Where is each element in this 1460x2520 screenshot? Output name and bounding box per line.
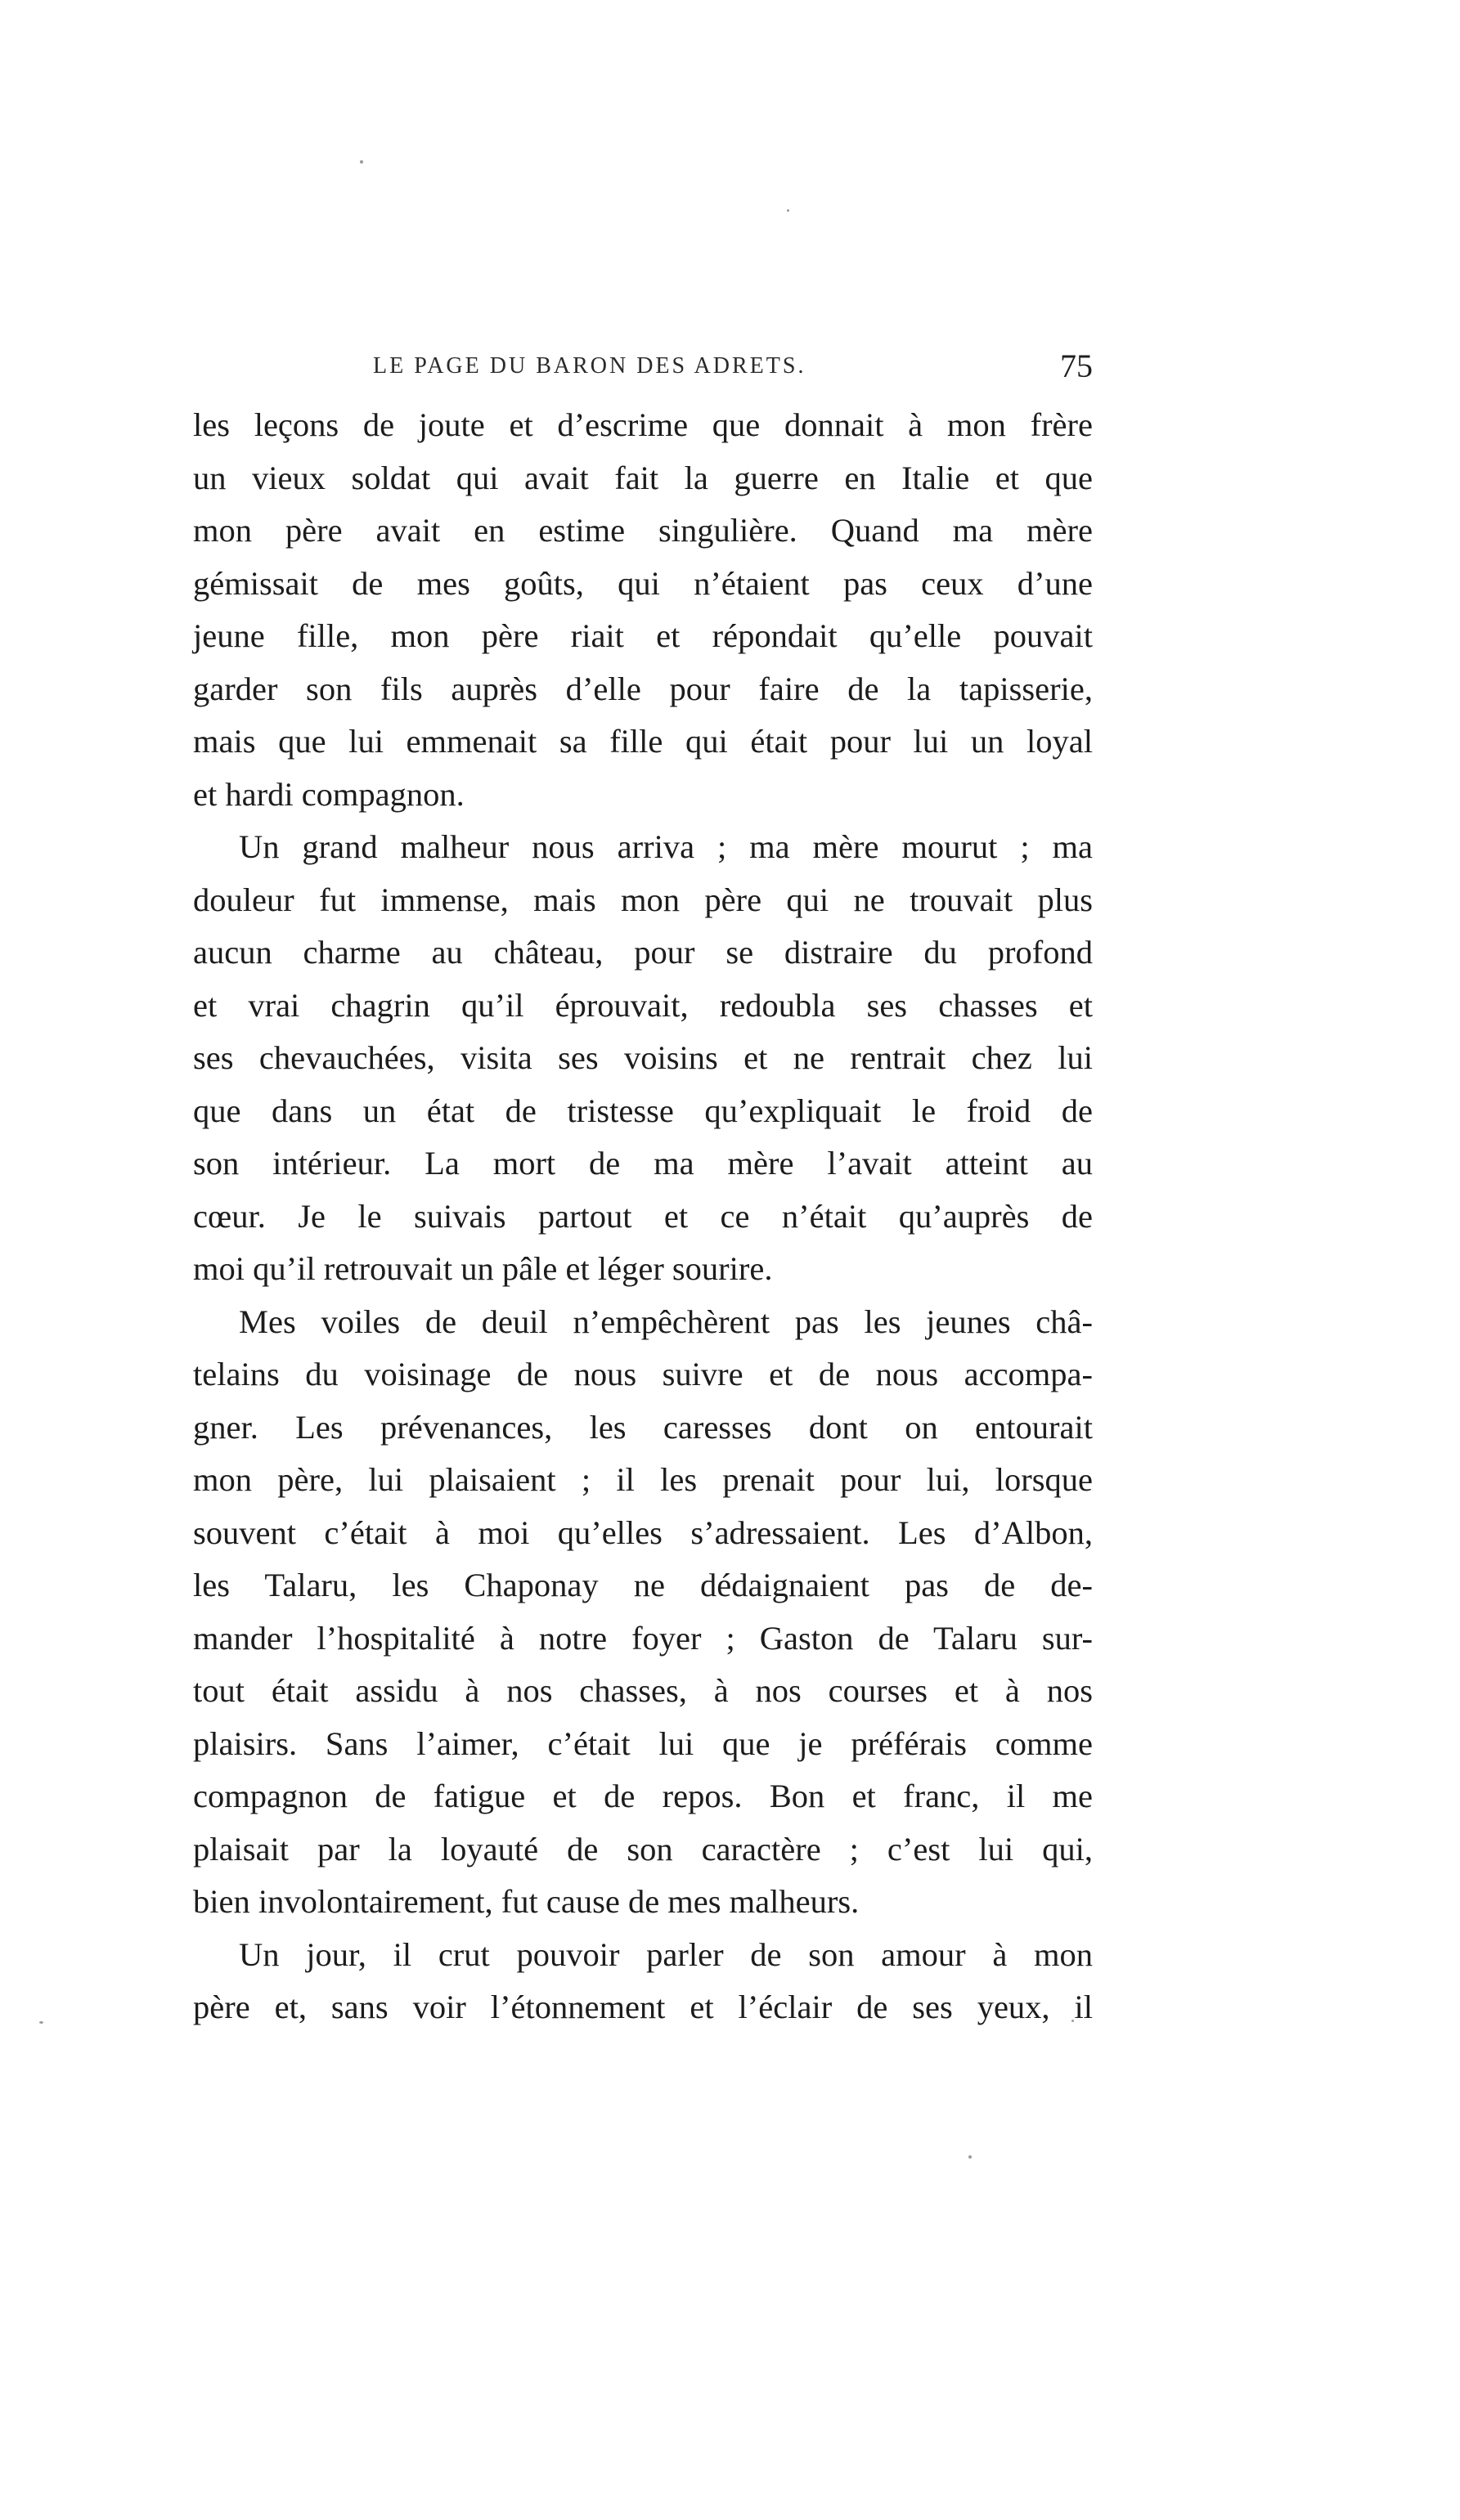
text-line: gner. Les prévenances, les caresses dont on entourait xyxy=(193,1408,1093,1446)
text-line: mander l’hospitalité à notre foyer ; Gaston de Talaru sur- xyxy=(193,1619,1093,1657)
text-line: Un jour, il crut pouvoir parler de son amour à mon xyxy=(239,1935,1093,1973)
text-line: mon père, lui plaisaient ; il les prenait pour lui, lorsque xyxy=(193,1461,1093,1498)
text-line: compagnon de fatigue et de repos. Bon et franc, il me xyxy=(193,1778,1093,1814)
text-line: un vieux soldat qui avait fait la guerre en Italie et que xyxy=(193,459,1093,496)
text-line: douleur fut immense, mais mon père qui ne trouvait plus xyxy=(193,881,1093,918)
text-line: garder son fils auprès d’elle pour faire de la tapisserie, xyxy=(193,670,1093,707)
paper-speck xyxy=(39,2021,43,2024)
text-line: les leçons de joute et d’escrime que donnait à mon frère xyxy=(193,406,1093,443)
text-line: père et, sans voir l’étonnement et l’éclair de ses yeux, il xyxy=(193,1989,1093,2025)
text-line: souvent c’était à moi qu’elles s’adressaient. Les d’Albon, xyxy=(193,1513,1093,1551)
text-line: gémissait de mes goûts, qui n’étaient pas ceux d’une xyxy=(193,564,1093,602)
text-line: les Talaru, les Chaponay ne dédaignaient pas de de- xyxy=(193,1567,1093,1603)
text-line: Mes voiles de deuil n’empêchèrent pas les jeunes châ- xyxy=(239,1303,1093,1340)
text-line: Un grand malheur nous arriva ; ma mère mourut ; ma xyxy=(239,828,1093,865)
text-line: moi qu’il retrouvait un pâle et léger sourire. xyxy=(193,1250,773,1287)
paper-speck xyxy=(968,2155,972,2159)
page-number: 75 xyxy=(1060,348,1093,384)
running-head xyxy=(193,347,1093,396)
text-line: tout était assidu à nos chasses, à nos courses et à nos xyxy=(193,1672,1093,1709)
paragraph xyxy=(193,399,1093,821)
running-title: LE PAGE DU BARON DES ADRETS. xyxy=(373,353,806,379)
text-line: aucun charme au château, pour se distraire du profond xyxy=(193,934,1093,971)
text-line: plaisait par la loyauté de son caractère ; c’est lui qui, xyxy=(193,1830,1093,1868)
text-line: son intérieur. La mort de ma mère l’avait atteint au xyxy=(193,1145,1093,1182)
text-line: telains du voisinage de nous suivre et de nous accompa- xyxy=(193,1356,1093,1392)
body-text xyxy=(193,399,1093,2034)
text-line: ses chevauchées, visita ses voisins et ne rentrait chez lui xyxy=(193,1039,1093,1076)
text-line: que dans un état de tristesse qu’expliquait le froid de xyxy=(193,1092,1093,1129)
text-line: jeune fille, mon père riait et répondait qu’elle pouvait xyxy=(193,617,1093,654)
paper-speck xyxy=(360,160,363,164)
text-line: cœur. Je le suivais partout et ce n’était qu’auprès de xyxy=(193,1197,1093,1235)
text-line: et hardi compagnon. xyxy=(193,775,465,813)
paper-speck xyxy=(787,209,789,212)
text-line: bien involontairement, fut cause de mes malheurs. xyxy=(193,1883,860,1920)
paragraph xyxy=(193,1929,1093,2034)
paragraph xyxy=(193,821,1093,1296)
text-line: mais que lui emmenait sa fille qui était pour lui un loyal xyxy=(193,723,1093,760)
text-line: mon père avait en estime singulière. Quand ma mère xyxy=(193,512,1093,549)
text-line: plaisirs. Sans l’aimer, c’était lui que je préférais comme xyxy=(193,1724,1093,1762)
paragraph xyxy=(193,1296,1093,1929)
text-line: et vrai chagrin qu’il éprouvait, redoubla ses chasses et xyxy=(193,986,1093,1024)
